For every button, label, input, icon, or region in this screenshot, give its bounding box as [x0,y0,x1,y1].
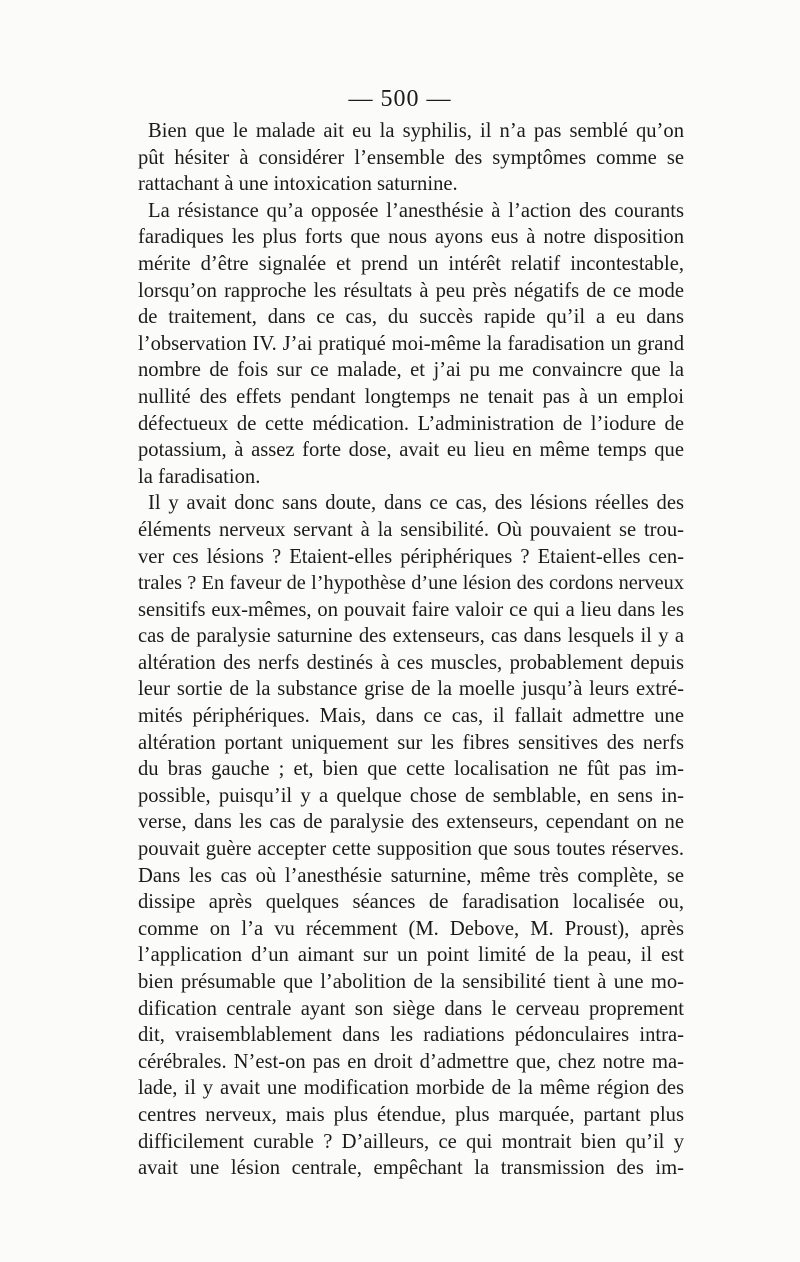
text-line: dit, vraisemblablement dans les radiations pédonculaires intra- [138,1024,684,1047]
text-line: nombre de fois sur ce malade, et j’ai pu me convaincre que la [138,359,684,382]
text-line: cérébrales. N’est-on pas en droit d’admettre que, chez notre ma- [138,1050,684,1073]
text-line: possible, puisqu’il y a quelque chose de semblable, en sens in- [138,784,684,807]
text-line: pût hésiter à considérer l’ensemble des symptômes comme se [138,146,684,169]
text-line: altération portant uniquement sur les fibres sensitives des nerfs [138,731,684,754]
page-number: — 500 — [348,86,452,112]
text-line: bien présumable que l’abolition de la sensibilité tient à une mo- [138,971,684,993]
text-line: faradiques les plus forts que nous ayons eus à notre disposition [138,226,684,249]
text-line: ver ces lésions ? Etaient-elles périphériques ? Etaient-elles cen- [138,545,684,568]
text-line: centres nerveux, mais plus étendue, plus marquée, partant plus [138,1103,684,1126]
text-line: du bras gauche ; et, bien que cette localisation ne fût pas im- [138,758,684,781]
text-line: l’application d’un aimant sur un point limité de la peau, il est [138,944,684,967]
text-line: mérite d’être signalée et prend un intérêt relatif incontestable, [138,252,684,275]
text-line: verse, dans les cas de paralysie des extenseurs, cependant on ne [138,811,684,834]
text-line: comme on l’a vu récemment (M. Debove, M. Proust), après [138,917,684,940]
text-line: Dans les cas où l’anesthésie saturnine, même très complète, se [138,864,684,887]
text-line: sensitifs eux-mêmes, on pouvait faire valoir ce qui a lieu dans les [138,598,684,621]
body-text [138,118,684,1182]
text-line: pouvait guère accepter cette supposition que sous toutes réserves. [138,838,684,861]
text-line: l’observation IV. J’ai pratiqué moi-même la faradisation un grand [138,332,684,355]
text-line: lade, il y avait une modification morbide de la même région des [138,1077,684,1100]
text-line: potassium, à assez forte dose, avait eu lieu en même temps que [138,439,684,462]
text-line: nullité des effets pendant longtemps ne tenait pas à un emploi [138,385,684,408]
text-line: de traitement, dans ce cas, du succès rapide qu’il a eu dans [138,306,684,329]
text-line: défectueux de cette médication. L’administration de l’iodure de [138,412,684,435]
text-line: La résistance qu’a opposée l’anesthésie à l’action des courants [148,199,684,222]
text-line: mités périphériques. Mais, dans ce cas, il fallait admettre une [138,705,684,728]
text-line: difficilement curable ? D’ailleurs, ce qui montrait bien qu’il y [138,1130,684,1153]
text-line: trales ? En faveur de l’hypothèse d’une lésion des cordons nerveux [138,572,684,595]
text-line: cas de paralysie saturnine des extenseurs, cas dans lesquels il y a [138,625,684,648]
text-line: avait une lésion centrale, empêchant la transmission des im- [138,1157,684,1180]
text-line: rattachant à une intoxication saturnine. [138,173,458,196]
paragraph-3 [138,490,684,1181]
text-line: la faradisation. [138,465,261,488]
text-line: altération des nerfs destinés à ces muscles, probablement depuis [138,651,684,674]
text-line: dissipe après quelques séances de faradisation localisée ou, [138,891,684,914]
text-line: leur sortie de la substance grise de la moelle jusqu’à leurs extré- [138,678,684,701]
paragraph-2 [138,198,684,491]
text-line: éléments nerveux servant à la sensibilité. Où pouvaient se trou- [138,518,684,541]
paragraph-1 [138,118,684,198]
text-line: Il y avait donc sans doute, dans ce cas, des lésions réelles des [148,492,684,515]
text-line: dification centrale ayant son siège dans le cerveau proprement [138,997,684,1020]
text-line: Bien que le malade ait eu la syphilis, il n’a pas semblé qu’on [148,120,684,142]
text-line: lorsqu’on rapproche les résultats à peu près négatifs de ce mode [138,279,684,302]
